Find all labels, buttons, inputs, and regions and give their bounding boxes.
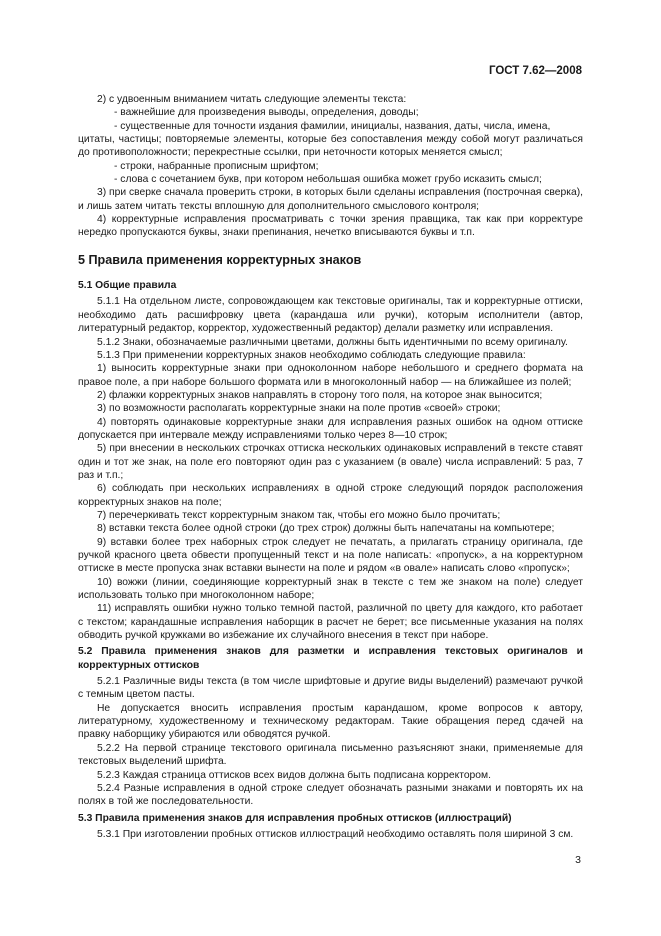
paragraph: Не допускается вносить исправления простым карандашом, кроме вопросов к автору, литературному, художественному и техническому редакторам. Такие обращения перед сдачей на правку наборщику убираются или обводятся ручкой. — [78, 702, 583, 741]
page-number: 3 — [575, 854, 581, 866]
rule-item: 7) перечеркивать текст корректурным знаком так, чтобы его можно было прочитать; — [97, 509, 501, 521]
rule-item: 6) соблюдать при нескольких исправлениях в одной строке следующий порядок расположения корректурных знаков на поле; — [78, 483, 583, 508]
rule-item: 3) по возможности располагать корректурные знаки на поле против «своей» строки; — [97, 403, 501, 415]
rule-item: 1) выносить корректурные знаки при одноколонном наборе небольшого и среднего формата на правое поле, а при наборе большого формата или в многоколонный набор — на ближайшее из полей; — [78, 363, 583, 388]
list-item: - важнейшие для произведения выводы, определения, доводы; — [114, 107, 419, 119]
rule-item: 10) вожжи (линии, соединяющие корректурный знак в тексте с тем же знаком на поле) следует использовать только при многоколонном наборе; — [78, 576, 583, 602]
paragraph: 5.1.1 На отдельном листе, сопровождающем как текстовые оригиналы, так и корректурные оттиски, необходимо дать расшифровку цвета (карандаша или ручки), которым исполнители (автор, литературный редактор, корректор, художественный редактор) делали разметку или исправления. — [78, 296, 583, 335]
paragraph: 5.2.4 Разные исправления в одной строке следует обозначать разными знаками и повторять их на полях в той же последовательности. — [78, 782, 583, 808]
rule-item: 8) вставки текста более одной строки (до трех строк) должны быть напечатаны на компьютере; — [97, 523, 555, 535]
list-item: - слова с сочетанием букв, при котором небольшая ошибка может грубо исказить смысл; — [114, 174, 542, 186]
list-item-continuation: цитаты, частицы; повторяемые элементы, которые без сопоставления между собой могут различаться до противоположности; перекрестные ссылки, при неточности которых меняется смысл; — [78, 134, 583, 159]
list-item: - существенные для точности издания фамилии, инициалы, названия, даты, числа, имена, — [114, 120, 551, 132]
rule-item: 4) повторять одинаковые корректурные знаки для исправления разных ошибок на одном оттиске допускается при интервале между исправлениями только через 8—10 строк; — [78, 416, 583, 441]
section-heading: 5 Правила применения корректурных знаков — [78, 252, 362, 267]
list-item: 3) при сверке сначала проверить строки, в которых были сделаны исправления (построчная сверка), и лишь затем читать тексты вплошную для дополнительного смыслового контроля; — [78, 187, 583, 212]
subsection-heading: 5.3 Правила применения знаков для исправления пробных оттисков (иллюстраций) — [78, 812, 512, 824]
paragraph: 5.2.1 Различные виды текста (в том числе шрифтовые и другие виды выделений) размечают ручкой с темным цветом пасты. — [78, 676, 583, 701]
subsection-heading: 5.2 Правила применения знаков для разметки и исправления текстовых оригиналов и корректурных оттисков — [78, 646, 583, 671]
paragraph: 5.3.1 При изготовлении пробных оттисков иллюстраций необходимо оставлять поля шириной 3 см. — [97, 828, 574, 840]
subsection-heading: 5.1 Общие правила — [78, 280, 177, 292]
page-content — [78, 93, 583, 841]
paragraph: 5.1.3 При применении корректурных знаков необходимо соблюдать следующие правила: — [97, 349, 526, 361]
list-item: - строки, набранные прописным шрифтом; — [114, 160, 319, 172]
list-item: 4) корректурные исправления просматривать с точки зрения правщика, так как при корректуре нередко пропускаются буквы, знаки препинания, нечетко вписываются буквы и т.п. — [78, 214, 583, 239]
rule-item: 11) исправлять ошибки нужно только темной пастой, различной по цвету для каждого, кто работает с текстом; карандашные исправления наборщик в расчет не берет; все письменные указания на полях обводить ручкой кружками во избежание их случайного внесения в текст при наборе. — [78, 603, 583, 642]
list-item: 2) с удвоенным вниманием читать следующие элементы текста: — [97, 94, 407, 105]
rule-item: 2) флажки корректурных знаков направлять в сторону того поля, на которое знак выносится; — [97, 389, 543, 401]
standard-header: ГОСТ 7.62—2008 — [488, 65, 582, 77]
paragraph: 5.2.3 Каждая страница оттисков всех видов должна быть подписана корректором. — [97, 769, 491, 781]
rule-item: 5) при внесении в нескольких строчках оттиска нескольких одинаковых исправлений в тексте ставят один и тот же знак, на поле его повторяют один раз с указанием (в овале) числа исправлений: 5 раз, 7 раз и т.п.; — [78, 443, 583, 481]
paragraph: 5.2.2 На первой странице текстового оригинала письменно разъясняют знаки, применяемые для текстовых выделений шрифта. — [78, 742, 583, 768]
paragraph: 5.1.2 Знаки, обозначаемые различными цветами, должны быть идентичными по всему оригиналу. — [97, 336, 568, 348]
rule-item: 9) вставки более трех наборных строк следует не печатать, а прилагать страницу оригинала, где ручкой красного цвета обвести пропущенный текст и на поле написать: «пропуск», а на корректурном оттиске в месте пропуска знак вставки вынести на поле и рядом «в овале» написать слово «пропуск»; — [78, 536, 583, 575]
